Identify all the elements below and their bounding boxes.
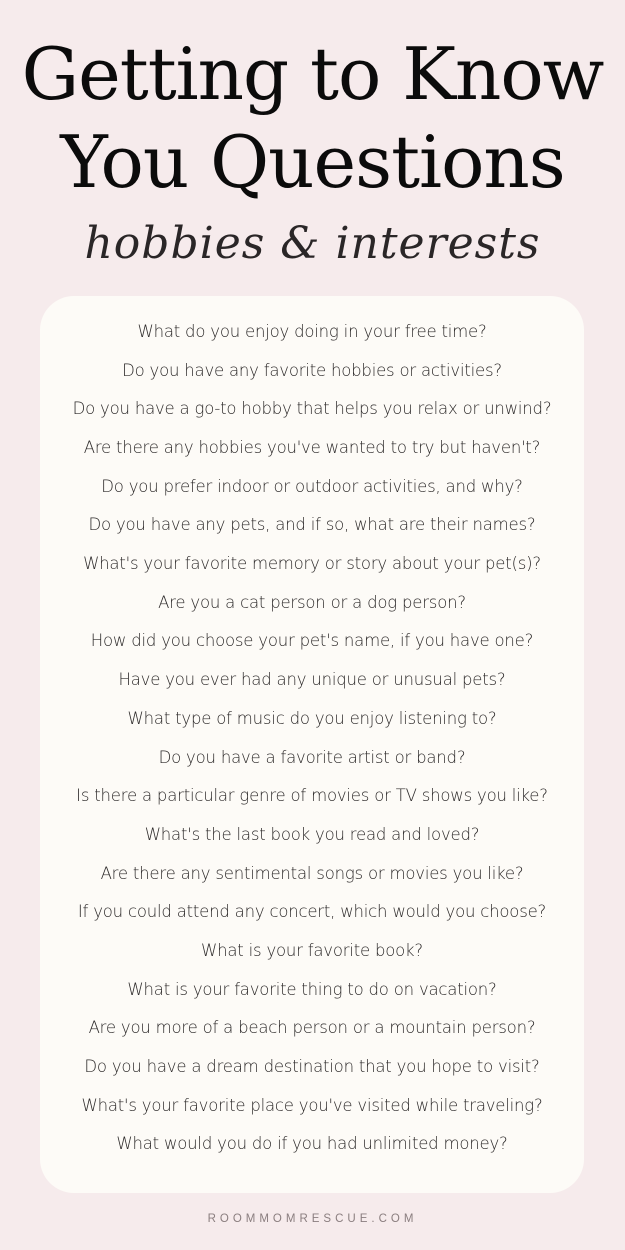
question-item: Are there any sentimental songs or movies you like? (100, 864, 524, 883)
question-item: What's your favorite memory or story about your pet(s)? (83, 554, 541, 573)
question-item: Have you ever had any unique or unusual pets? (118, 670, 506, 689)
question-item: What's the last book you read and loved? (144, 825, 480, 844)
question-item: Do you prefer indoor or outdoor activities, and why? (101, 477, 523, 496)
footer-website: ROOMMOMRESCUE.COM (207, 1213, 418, 1225)
subtitle: hobbies & interests (84, 218, 541, 269)
questions-card (40, 296, 584, 1193)
question-item: How did you choose your pet's name, if you have one? (90, 631, 534, 650)
question-item: If you could attend any concert, which would you choose? (77, 902, 547, 921)
page-title-line-2: You Questions (60, 120, 565, 204)
question-item: What type of music do you enjoy listening to? (127, 709, 497, 728)
question-item: Are you a cat person or a dog person? (158, 593, 466, 612)
question-item: Is there a particular genre of movies or TV shows you like? (76, 786, 548, 805)
question-item: What is your favorite book? (201, 941, 423, 960)
question-item: Do you have any pets, and if so, what are their names? (88, 515, 536, 534)
question-item: Are you more of a beach person or a mountain person? (88, 1018, 536, 1037)
question-item: What do you enjoy doing in your free time? (137, 322, 487, 341)
question-item: Are there any hobbies you've wanted to try but haven't? (83, 438, 541, 457)
question-item: What is your favorite thing to do on vacation? (127, 980, 497, 999)
question-item: Do you have a go-to hobby that helps you relax or unwind? (72, 399, 552, 418)
page-title-line-1: Getting to Know (21, 32, 604, 116)
question-item: Do you have any favorite hobbies or activities? (122, 361, 502, 380)
question-item: Do you have a favorite artist or band? (158, 748, 466, 767)
question-item: What's your favorite place you've visited while traveling? (81, 1096, 543, 1115)
question-item: What would you do if you had unlimited money? (116, 1134, 508, 1153)
question-item: Do you have a dream destination that you hope to visit? (84, 1057, 540, 1076)
